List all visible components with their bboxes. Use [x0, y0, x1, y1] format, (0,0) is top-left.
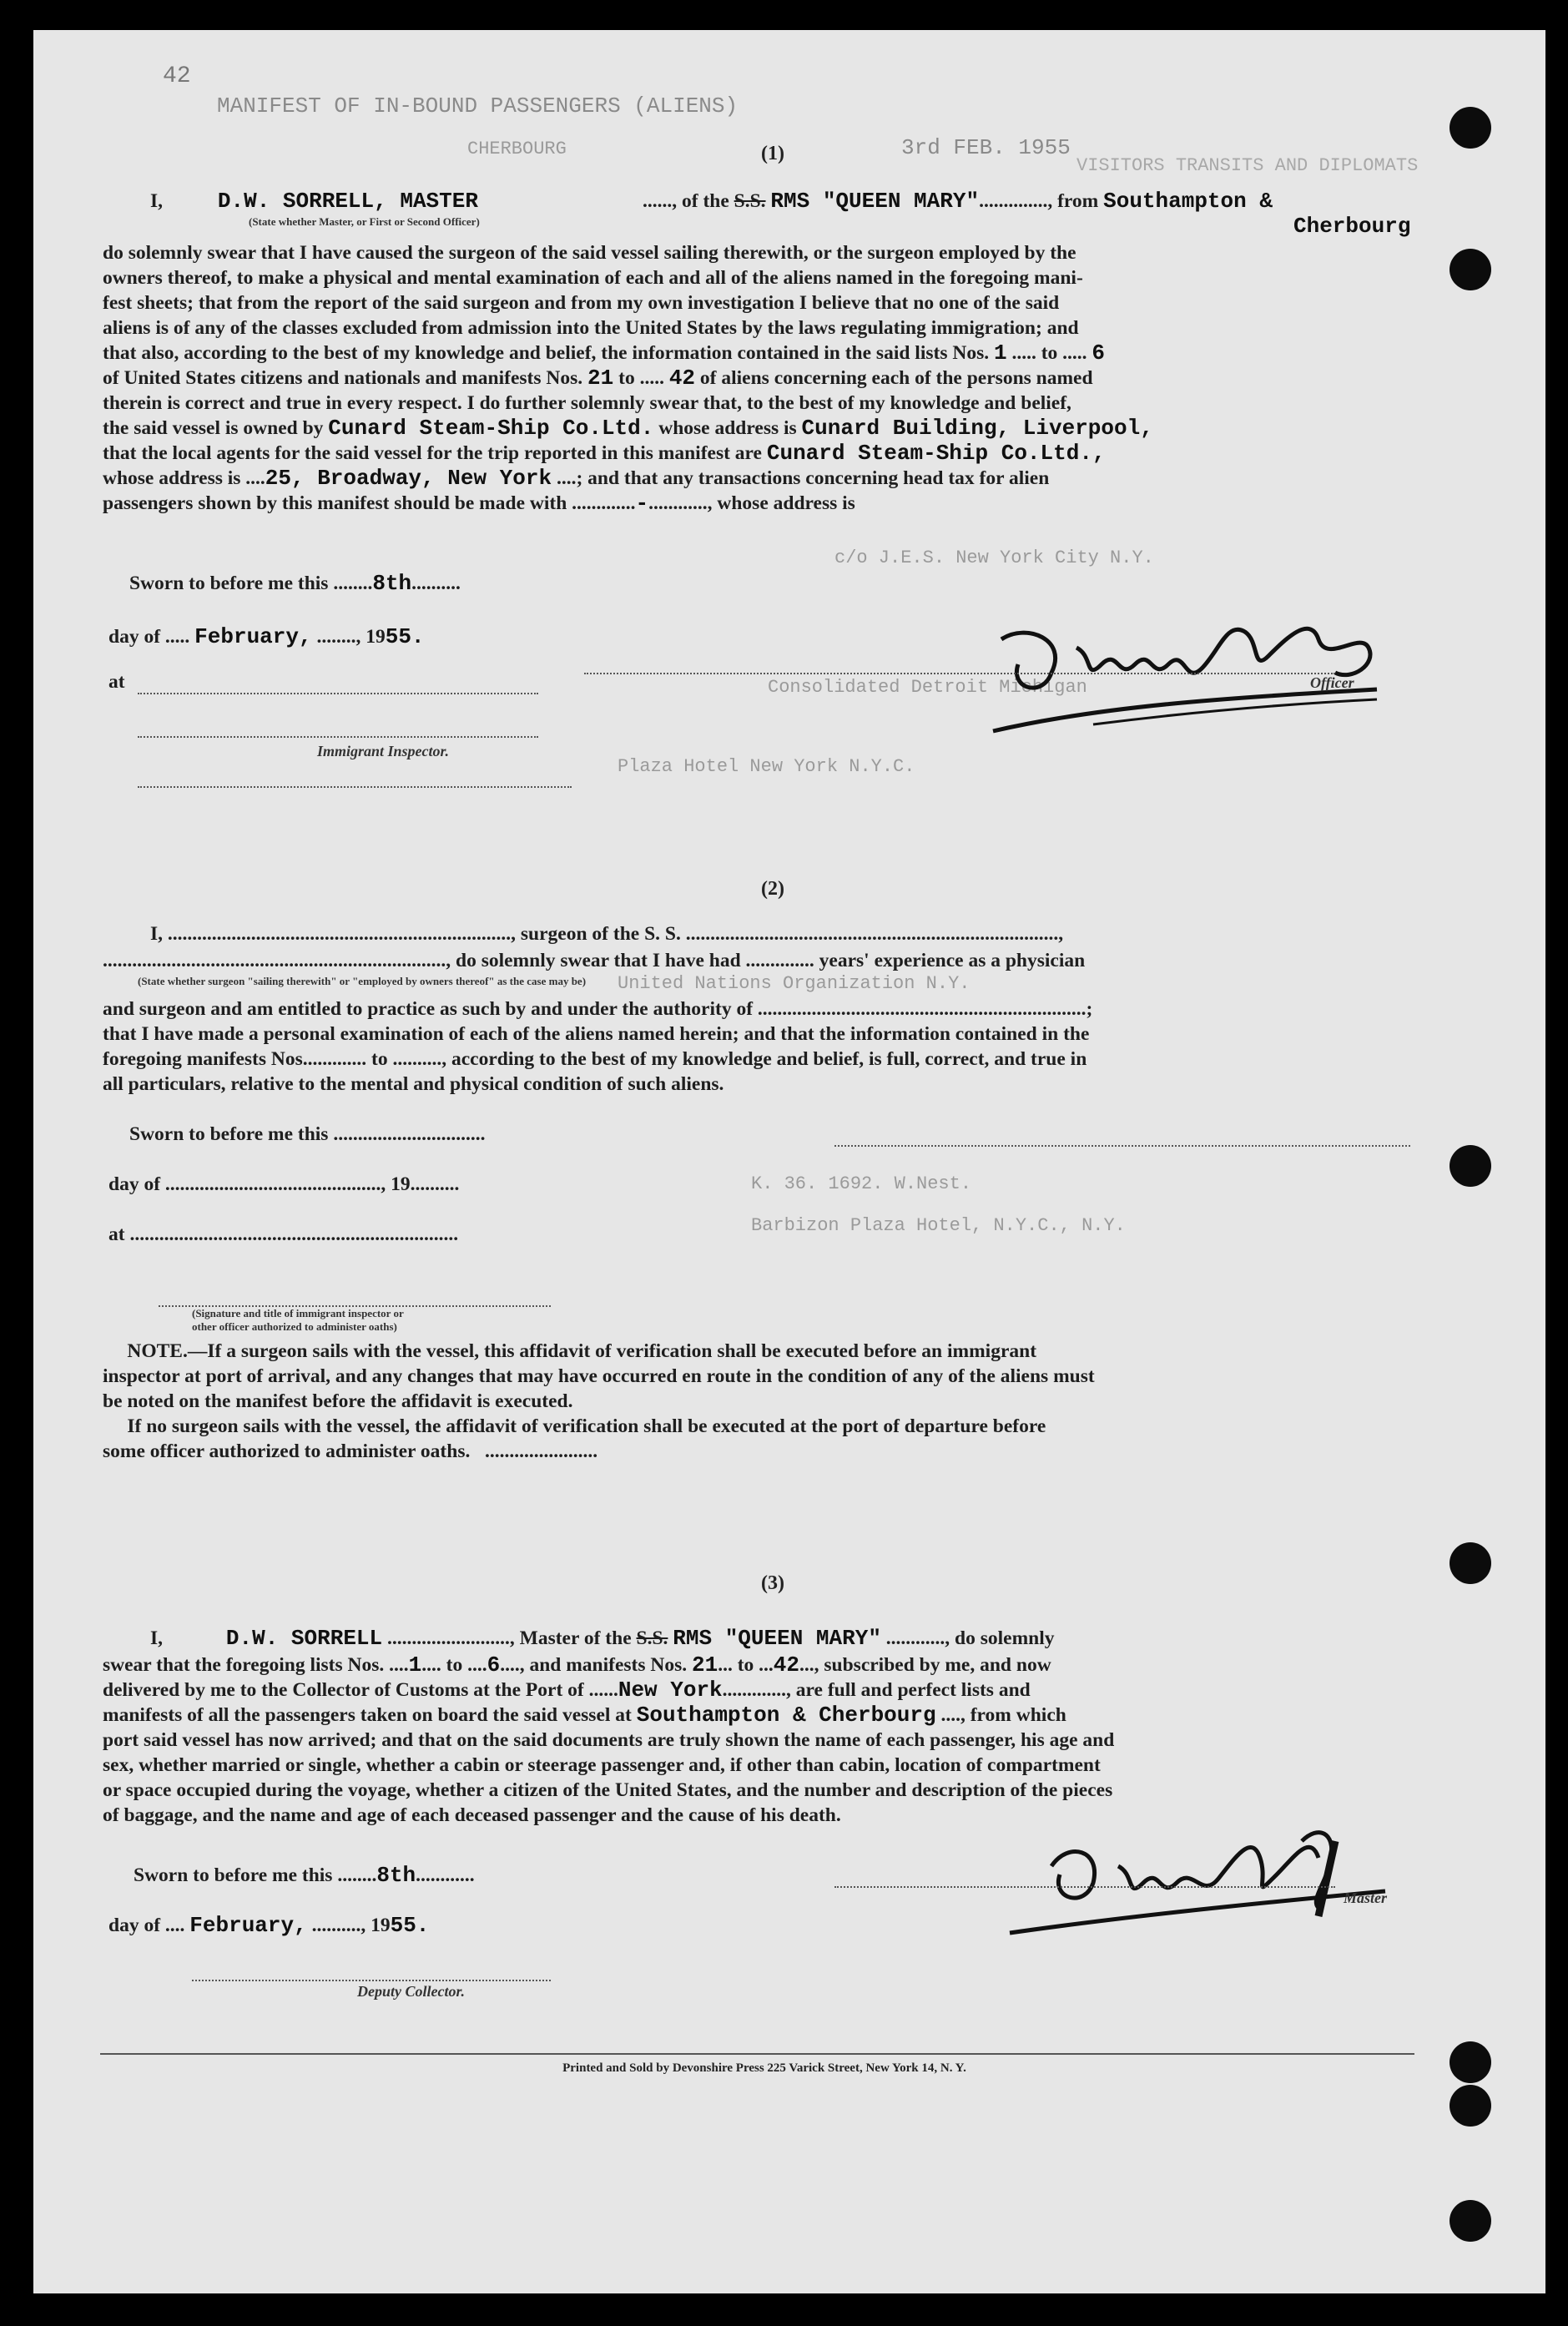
rank-hint: (State whether Master, or First or Second Officer): [249, 215, 480, 228]
s1-line1: I, D.W. SORRELL, MASTER: [150, 189, 478, 214]
struck-ss: S.S.: [734, 190, 766, 212]
at-2: at ...................................................................: [108, 1224, 459, 1245]
sworn-before-2: Sworn to before me this ...............................: [129, 1123, 486, 1145]
printer-line: Printed and Sold by Devonshire Press 225 Varick Street, New York 14, N. Y.: [562, 2061, 966, 2075]
collector-label: Deputy Collector.: [357, 1983, 465, 2000]
agents: Cunard Steam-Ship Co.Ltd.,: [766, 441, 1106, 466]
sworn-month-3: February,: [189, 1913, 307, 1938]
collector-line: [192, 1965, 551, 1981]
s3-manifests-to: 42: [773, 1652, 800, 1678]
oath-paragraph-3: swear that the foregoing lists Nos. ....1.... to ....6...., and manifests Nos. 21... to ...42..., subscribed by me, and now delivered by me to the Collector of Customs at the Port of ......New York............., are full and perfect lists and manifests of all the passengers taken on board the said vessel at Southampton & Cherbourg ...., from which port said vessel has now arrived; and that on the said documents are truly shown the name of each passenger, his age and sex, whether married or single, whether a cabin or steerage passenger and, if other than cabin, location of compartment or space occupied during the voyage, whether a citizen of the United States, and the number and description of the pieces of baggage, and the name and age of each deceased passenger and the cause of his death.: [103, 1652, 1115, 1826]
officer-label: Officer: [1310, 674, 1354, 691]
sworn-year-1: 55.: [385, 624, 425, 649]
s3-lists-from: 1: [408, 1652, 422, 1678]
inspector-line-2: [138, 771, 572, 788]
from-ports-2: Cherbourg: [1293, 214, 1411, 239]
bleed-line: c/o J.E.S. New York City N.Y.: [834, 547, 1154, 568]
sig-hint-2: other officer authorized to administer oaths): [192, 1320, 397, 1333]
at-line-1: [138, 678, 538, 694]
sworn-month-1: February,: [194, 624, 312, 649]
s3-master-name: D.W. SORRELL: [225, 1626, 383, 1651]
s3-line1: I, D.W. SORRELL ........................., Master of the S.S. RMS "QUEEN MARY" ............, do solemnly: [150, 1626, 1055, 1651]
sworn-year-3: 55.: [390, 1913, 430, 1938]
s2-sig-line: [159, 1290, 551, 1307]
s3-from-ports: Southampton & Cherbourg: [636, 1703, 936, 1728]
bleed-line: United Nations Organization N.Y.: [618, 973, 971, 994]
day-of-1: day of ..... February, ........, 1955.: [108, 624, 425, 649]
sig-hint-1: (Signature and title of immigrant inspector or: [192, 1307, 404, 1319]
sworn-day-1: 8th: [372, 571, 412, 596]
day-of-3: day of .... February, .........., 1955.: [108, 1913, 430, 1938]
at-1: at: [108, 671, 125, 693]
agents-address: 25, Broadway, New York: [265, 466, 552, 491]
punch-hole: [1450, 1145, 1491, 1187]
master-name: D.W. SORRELL, MASTER: [217, 189, 478, 214]
bleed-line: Consolidated Detroit Michigan: [768, 677, 1087, 698]
manifest-title: MANIFEST OF IN-BOUND PASSENGERS (ALIENS): [217, 93, 739, 119]
sworn-before-1: Sworn to before me this ........8th..........: [129, 571, 461, 596]
day-of-2: day of ............................................, 19..........: [108, 1173, 460, 1195]
owner-address: Cunard Building, Liverpool,: [801, 416, 1153, 441]
sworn-before-3: Sworn to before me this ........8th............: [134, 1863, 475, 1888]
s2-sig-line-right: [834, 1130, 1410, 1147]
vessel-name: RMS "QUEEN MARY": [770, 189, 980, 214]
manifests-from: 21: [587, 366, 614, 391]
officer-line: [584, 658, 1335, 674]
section-2-heading: (2): [761, 878, 784, 900]
punch-hole: [1450, 2085, 1491, 2127]
master-label: Master: [1344, 1890, 1388, 1906]
oath-paragraph-2: and surgeon and am entitled to practice as such by and under the authority of ...................................................................; that I have made a personal examination of each of the aliens named herein; and that the information contained in the foregoing manifests Nos............. to .........., according to the best of my knowledge and belief, is full, correct, and true in all particulars, relative to the mental and physical condition of such aliens.: [103, 998, 1093, 1095]
bleed-line: K. 36. 1692. W.Nest.: [751, 1173, 972, 1194]
footer-rule: [100, 2053, 1414, 2055]
s3-lists-to: 6: [487, 1652, 501, 1678]
surgeon-hint: (State whether surgeon "sailing therewith" or "employed by owners thereof" as the case may be): [138, 975, 587, 987]
section-1-heading: (1): [761, 143, 784, 164]
bleed-line: Plaza Hotel New York N.Y.C.: [618, 756, 915, 777]
s3-struck-ss: S.S.: [636, 1627, 668, 1649]
manifests-to: 42: [668, 366, 696, 391]
section-3-heading: (3): [761, 1572, 784, 1594]
lists-from: 1: [993, 341, 1007, 366]
inspector-label: Immigrant Inspector.: [317, 743, 450, 759]
arrival-date: 3rd FEB. 1955: [901, 135, 1071, 160]
oath-paragraph-1: do solemnly swear that I have caused the surgeon of the said vessel sailing therewith, or the surgeon employed by the owners thereof, to make a physical and mental examination of each and all of the aliens named in the foregoing mani- fest sheets; that from the report of the said surgeon and from my own investigation I believe that no one of the said aliens is of any of the classes excluded from admission into the United States by the laws regulating immigration; and that also, according to the best of my knowledge and belief, the information contained in the said lists Nos. 1 ..... to ..... 6 of United States citizens and nationals and manifests Nos. 21 to ..... 42 of aliens concerning each of the persons named therein is correct and true in every respect. I do further solemnly swear that, to the best of my knowledge and belief, the said vessel is owned by Cunard Steam-Ship Co.Ltd. whose address is Cunard Building, Liverpool, that the local agents for the said vessel for the trip reported in this manifest are Cunard Steam-Ship Co.Ltd., whose address is ....25, Broadway, New York ....; and that any transactions concerning head tax for alien passengers shown by this manifest should be made with .............-............, whose address is: [103, 242, 1153, 516]
inspector-line: [138, 721, 538, 738]
head-tax-dash: -: [635, 491, 649, 516]
punch-hole: [1450, 249, 1491, 290]
note-label: NOTE.: [127, 1340, 188, 1362]
punch-hole: [1450, 2200, 1491, 2242]
from-ports-1: Southampton &: [1103, 189, 1273, 214]
owner: Cunard Steam-Ship Co.Ltd.: [328, 416, 654, 441]
from-port: CHERBOURG: [467, 139, 567, 159]
manifest-page: [33, 30, 1545, 2293]
bleed-line: Barbizon Plaza Hotel, N.Y.C., N.Y.: [751, 1215, 1126, 1236]
sworn-day-3: 8th: [376, 1863, 416, 1888]
s2-line1: I, ......................................................................, surgeon of the S. S. ............................................................................,: [150, 923, 1064, 945]
page-number: 42: [163, 63, 191, 89]
lists-to: 6: [1092, 341, 1106, 366]
note-paragraph: NOTE.—If a surgeon sails with the vessel, this affidavit of verification shall be executed before an immigrant inspector at port of arrival, and any changes that may have occurred en route in the condition of any of the aliens must be noted on the manifest before the affidavit is executed. If no surgeon sails with the vessel, the affidavit of verification shall be executed at the port of departure before some officer authorized to administer oaths. .......................: [103, 1340, 1095, 1462]
s2-line2: ......................................................................, do solemnly swear that I have had .............. years' experience as a physician: [103, 950, 1086, 971]
s3-vessel: RMS "QUEEN MARY": [673, 1626, 881, 1651]
s1-line1b: ......, of the S.S. RMS "QUEEN MARY".............., from Southampton &: [643, 189, 1273, 214]
master-line: [834, 1871, 1335, 1888]
bleed-text: VISITORS TRANSITS AND DIPLOMATS: [1076, 155, 1419, 176]
s3-port: New York: [618, 1678, 723, 1703]
s3-manifests-from: 21: [692, 1652, 718, 1678]
